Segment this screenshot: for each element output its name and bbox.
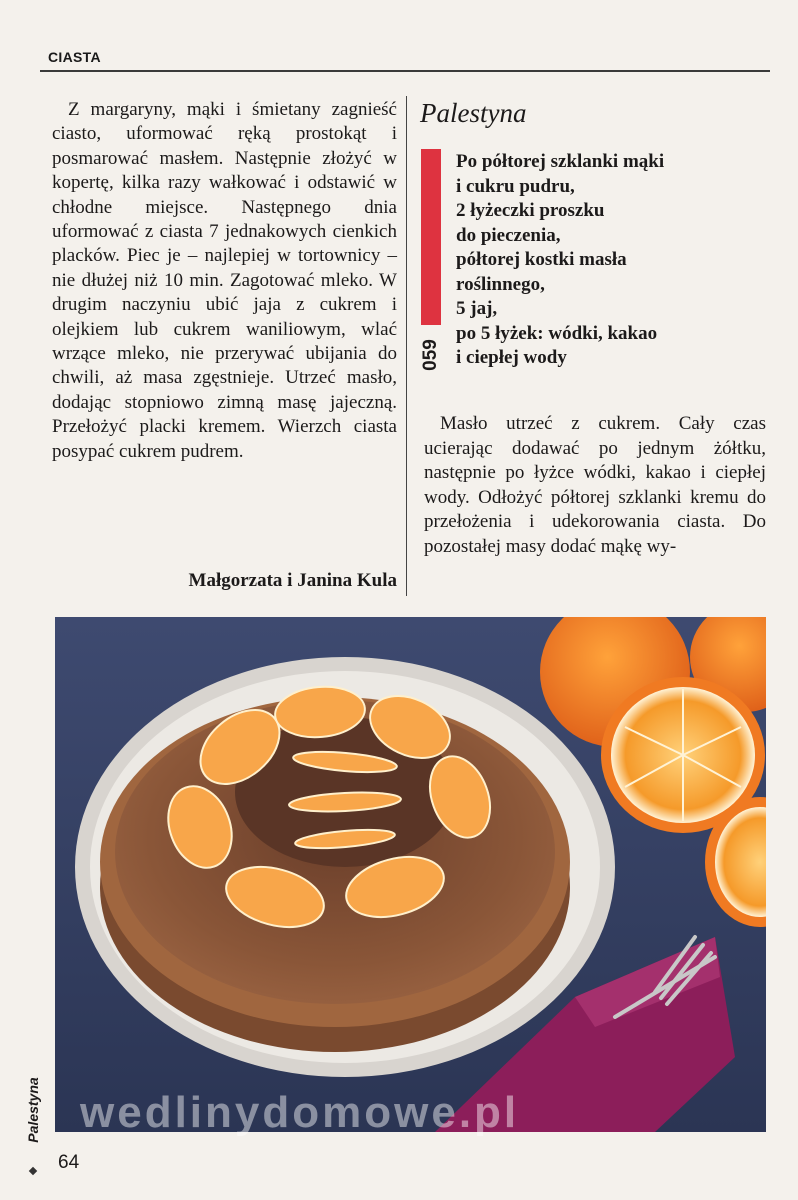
recipe-method: Masło utrzeć z cukrem. Cały czas ucierając dodawać po jednym żółtku, następnie po łyżce wódki, kakao i ciepłej wody. Odłożyć półtorej szklanki kremu do przełożenia i udekorowania ciasta. Do pozostałej masy dodać mąkę wy- — [424, 413, 766, 557]
ingredient-line: roślinnego, — [456, 273, 545, 295]
cake-photo — [55, 617, 766, 1132]
column-divider — [406, 96, 407, 596]
corner-marker-icon — [29, 1167, 37, 1175]
ingredient-line: do pieczenia, — [456, 224, 561, 246]
header-rule — [40, 70, 770, 72]
recipe-author: Małgorzata i Janina Kula — [188, 570, 397, 591]
cake-photo-illustration — [55, 617, 766, 1132]
ingredient-line: po 5 łyżek: wódki, kakao — [456, 322, 658, 344]
ingredient-line: 2 łyżeczki proszku — [456, 200, 605, 221]
section-header: CIASTA — [48, 49, 101, 65]
recipe-number — [421, 330, 441, 380]
ingredient-line: 5 jaj, — [456, 298, 498, 319]
side-recipe-label-text: Palestyna — [25, 1077, 41, 1143]
ingredient-line: i ciepłej wody — [456, 347, 567, 368]
recipe-accent-bar — [421, 149, 441, 325]
watermark: wedlinydomowe.pl — [80, 1088, 520, 1137]
side-recipe-label — [22, 1070, 44, 1150]
recipe-title: Palestyna — [420, 98, 527, 128]
page-number: 64 — [58, 1152, 80, 1173]
previous-recipe-text: Z margaryny, mąki i śmietany zagnieść ciasto, uformować ręką prostokąt i posmarować masłem. Następnie złożyć w kopertę, kilka razy wałkować i odstawić w chłodne miejsce. Następnego dnia uformować z ciasta 7 jednakowych cienkich placków. Piec je – najlepiej w tortownicy – nie dłużej niż 10 min. Zagotować mleko. W drugim naczyniu ubić jaja z cukrem i olejkiem lub cukrem waniliowym, wlać wrzące mleko, nie przerywać ubijania do chwili, aż masa zgęstnieje. Utrzeć masło, dodając stopniowo zimną masę jajeczną. Przełożyć placki kremem. Wierzch ciasta posypać cukrem pudrem. — [52, 99, 397, 462]
ingredients-list — [456, 150, 664, 371]
ingredient-line: półtorej kostki masła — [456, 249, 627, 270]
ingredient-line: i cukru pudru, — [456, 175, 575, 197]
recipe-number-text: 059 — [420, 339, 441, 371]
ingredient-line: Po półtorej szklanki mąki — [456, 151, 665, 172]
